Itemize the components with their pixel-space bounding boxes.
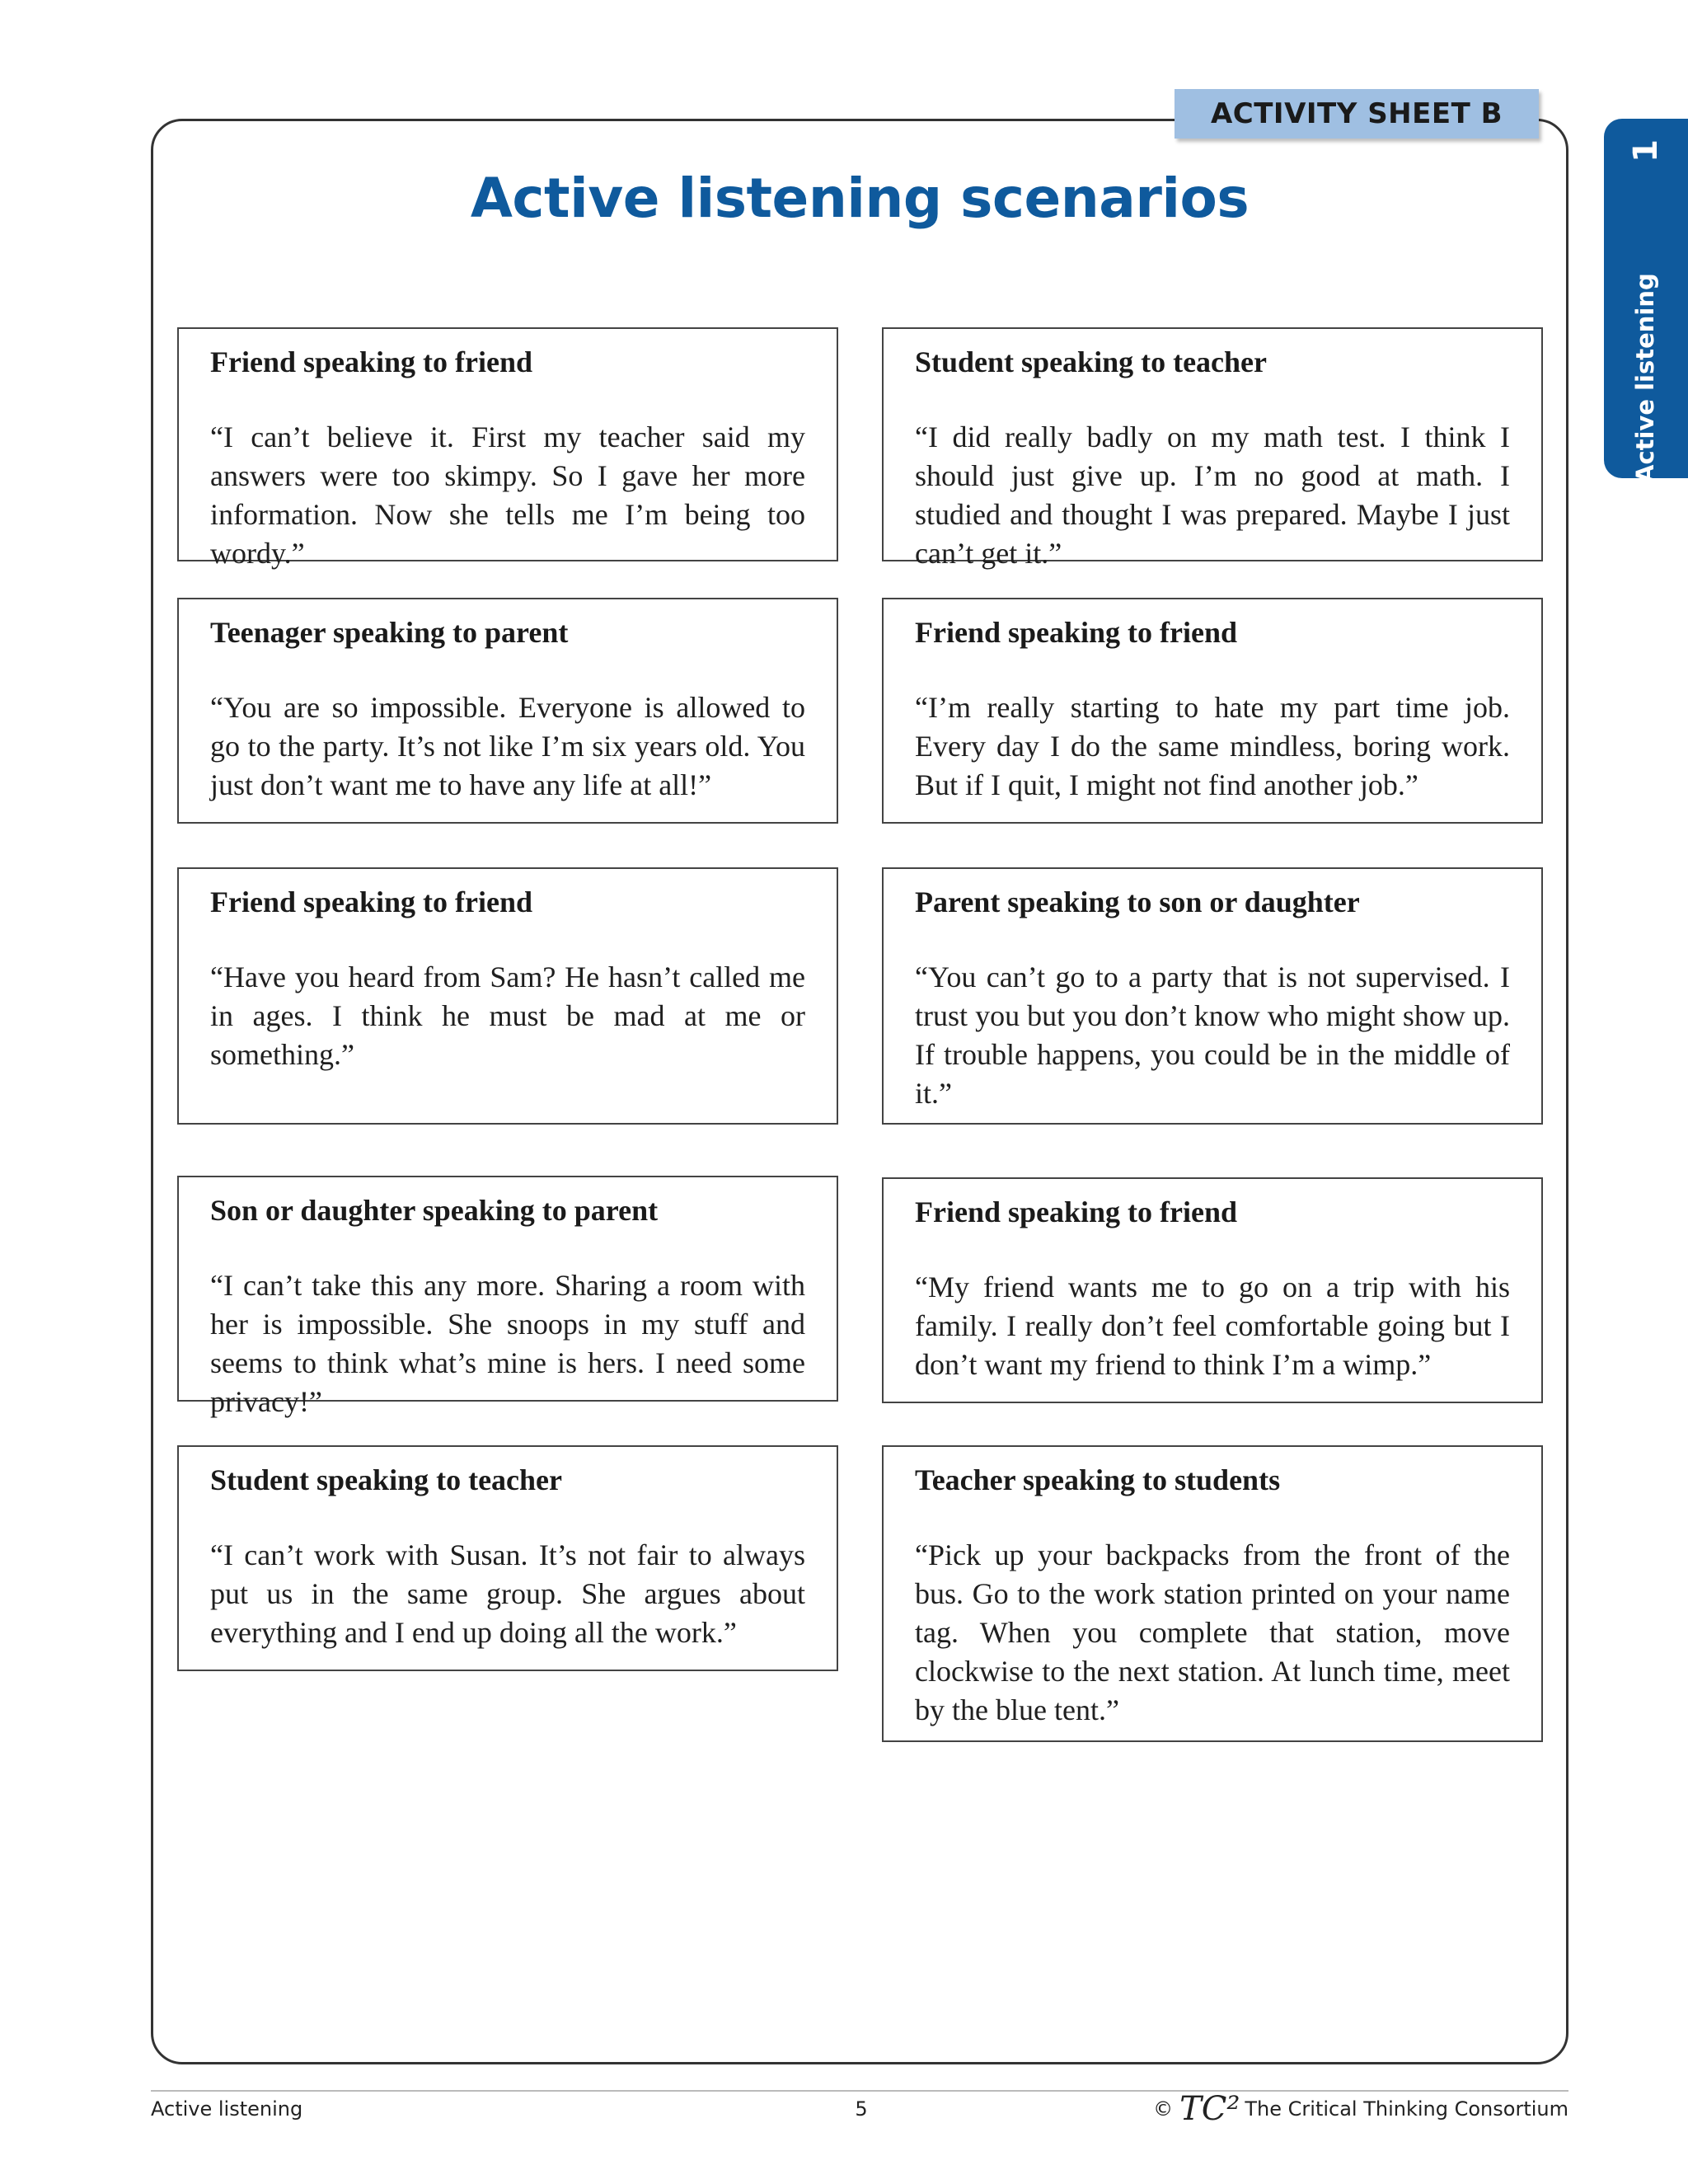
footer-section-name: Active listening — [151, 2097, 303, 2121]
chapter-label: Active listening — [1631, 273, 1659, 483]
scenario-card — [882, 327, 1543, 570]
scenario-quote: “Pick up your backpacks from the front of the bus. Go to the work station printed on your name tag. When you complete that station, move clockwise to the next station. At lunch time, meet by the blue tent.” — [915, 1538, 1510, 1726]
scenario-quote: “I can’t take this any more. Sharing a room with her is impossible. She snoops in my stuff and seems to think what’s mine is hers. I need some privacy!” — [210, 1269, 805, 1418]
scenario-card — [882, 1177, 1543, 1403]
footer-divider — [151, 2090, 1568, 2092]
scenario-card — [177, 327, 838, 570]
scenario-heading: Parent speaking to son or daughter — [915, 885, 1360, 918]
scenario-quote: “You are so impossible. Everyone is allowed to go to the party. It’s not like I’m six years old. You just don’t want me to have any life at all!” — [210, 691, 805, 801]
scenario-card — [177, 1445, 838, 1671]
scenario-card — [177, 1176, 838, 1418]
scenario-quote: “I’m really starting to hate my part time job. Every day I do the same mindless, boring work. But if I quit, I might not find another job.” — [915, 691, 1510, 801]
scenario-heading: Teacher speaking to students — [915, 1463, 1281, 1496]
scenario-heading: Son or daughter speaking to parent — [210, 1194, 659, 1227]
scenario-card — [882, 867, 1543, 1125]
footer-page-number: 5 — [855, 2097, 868, 2121]
tc2-logo: TC² — [1179, 2090, 1240, 2128]
chapter-side-tab — [1604, 119, 1688, 483]
scenario-quote: “My friend wants me to go on a trip with his family. I really don’t feel comfortable going but I don’t want my friend to think I’m a wimp.” — [915, 1270, 1510, 1381]
scenario-quote: “I did really badly on my math test. I think I should just give up. I’m no good at math. I studied and thought I was prepared. Maybe I just can’t get it.” — [915, 420, 1510, 570]
scenario-heading: Friend speaking to friend — [915, 616, 1238, 649]
chapter-number: 1 — [1627, 139, 1665, 162]
scenario-card — [882, 1445, 1543, 1742]
organization-name: The Critical Thinking Consortium — [1245, 2097, 1568, 2121]
scenario-card — [177, 598, 838, 824]
copyright-symbol: © — [1153, 2097, 1174, 2121]
scenario-quote: “You can’t go to a party that is not supervised. I trust you but you don’t know who might show up. If trouble happens, you could be in the middle of it.” — [915, 960, 1510, 1110]
page-title: Active listening scenarios — [470, 167, 1250, 230]
footer-credit — [1153, 2090, 1568, 2128]
scenario-heading: Teenager speaking to parent — [210, 616, 569, 649]
scenario-quote: “I can’t believe it. First my teacher said my answers were too skimpy. So I gave her more information. Now she tells me I’m being too wordy.” — [210, 420, 805, 570]
scenario-heading: Friend speaking to friend — [915, 1195, 1238, 1228]
scenario-card — [177, 867, 838, 1125]
scenario-heading: Friend speaking to friend — [210, 885, 533, 918]
scenario-card — [882, 598, 1543, 824]
activity-sheet-label: ACTIVITY SHEET B — [1175, 89, 1539, 139]
scenario-quote: “I can’t work with Susan. It’s not fair to always put us in the same group. She argues about everything and I end up doing all the work.” — [210, 1538, 805, 1649]
scenario-heading: Student speaking to teacher — [915, 345, 1268, 378]
scenario-quote: “Have you heard from Sam? He hasn’t called me in ages. I think he must be mad at me or something.” — [210, 960, 805, 1071]
scenario-heading: Friend speaking to friend — [210, 345, 533, 378]
scenario-heading: Student speaking to teacher — [210, 1463, 563, 1496]
